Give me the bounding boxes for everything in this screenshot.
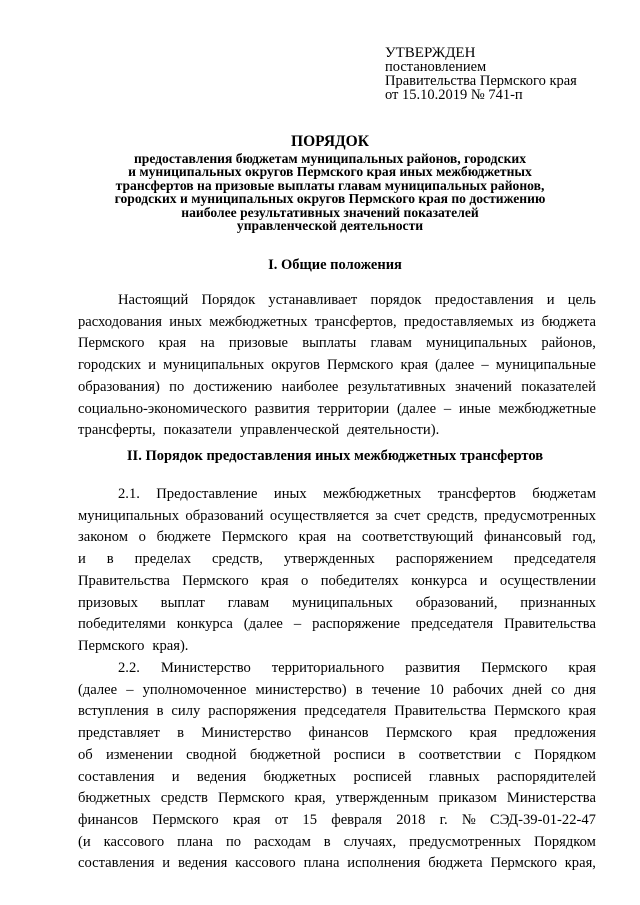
- paragraph-line: (и кассового плана по расходам в случаях, предусмотренных Порядком: [78, 833, 596, 850]
- paragraph-line: законом о бюджете Пермского края на соответствующий финансовый год,: [78, 529, 596, 546]
- paragraph-line: Пермского края на призовые выплаты главам муниципальных районов,: [78, 335, 596, 352]
- approval-date-number: от 15.10.2019 № 741-п: [385, 87, 523, 103]
- approval-status: УТВЕРЖДЕН: [385, 45, 476, 61]
- paragraph-line: призовых выплат главам муниципальных образований, признанных: [78, 594, 596, 611]
- section-2-heading: II. Порядок предоставления иных межбюджетных трансфертов: [126, 448, 544, 464]
- subtitle-line: предоставления бюджетам муниципальных районов, городских: [133, 151, 527, 166]
- approval-authority: Правительства Пермского края: [385, 73, 577, 89]
- subtitle-line: управленческой деятельности: [236, 218, 424, 234]
- paragraph-line: представляет в Министерство финансов Пермского края предложения: [78, 725, 596, 742]
- subtitle-line: трансфертов на призовые выплаты главам муниципальных районов,: [115, 177, 545, 193]
- section-1-heading: I. Общие положения: [268, 257, 402, 273]
- paragraph-line: Пермского края).: [78, 637, 189, 654]
- paragraph-line: составления и ведения кассового плана исполнения бюджета Пермского края,: [78, 855, 596, 872]
- paragraph-line: вступления в силу распоряжения председателя Правительства Пермского края: [78, 703, 596, 720]
- paragraph-line: Настоящий Порядок устанавливает порядок предоставления и цель: [118, 292, 596, 308]
- paragraph-line: составления и ведения бюджетных росписей главных распорядителей: [78, 768, 596, 785]
- approval-basis: постановлением: [385, 59, 487, 75]
- paragraph-line: финансов Пермского края от 15 февраля 2018 г. № СЭД-39-01-22-47: [78, 811, 596, 828]
- paragraph-line: расходования иных межбюджетных трансфертов, предоставляемых из бюджета: [78, 313, 596, 330]
- subtitle-line: наиболее результативных значений показателей: [181, 204, 479, 220]
- subtitle-line: и муниципальных округов Пермского края иных межбюджетных: [128, 164, 532, 180]
- paragraph-line: городских и муниципальных округов Пермского края (далее – муниципальные: [78, 357, 596, 374]
- subtitle-line: городских и муниципальных округов Пермского края по достижению: [114, 191, 546, 207]
- document-title: ПОРЯДОК: [291, 133, 369, 150]
- paragraph-line: 2.1. Предоставление иных межбюджетных трансфертов бюджетам: [118, 486, 596, 502]
- paragraph-line: и в пределах средств, утвержденных распоряжением председателя: [78, 551, 596, 568]
- paragraph-line: об изменении сводной бюджетной росписи в соответствии с Порядком: [78, 746, 596, 763]
- paragraph-line: образования) по достижению наиболее результативных значений показателей: [78, 378, 596, 395]
- paragraph-line: Правительства Пермского края о победителях конкурса и осуществлении: [78, 572, 596, 589]
- clause-2-2: [78, 658, 596, 875]
- section-1-paragraph: [78, 290, 596, 442]
- paragraph-line: победителями конкурса (далее – распоряжение председателя Правительства: [78, 616, 596, 633]
- paragraph-line: социально-экономического развития территории (далее – иные межбюджетные: [78, 400, 596, 417]
- approval-stamp: [385, 46, 577, 102]
- paragraph-line: 2.2. Министерство территориального развития Пермского края: [118, 660, 596, 676]
- document-subtitle: [80, 152, 580, 232]
- paragraph-line: бюджетных средств Пермского края, утвержденным приказом Министерства: [78, 790, 596, 807]
- paragraph-line: (далее – уполномоченное министерство) в течение 10 рабочих дней со дня: [78, 681, 596, 698]
- clause-2-1: [78, 484, 596, 658]
- paragraph-line: муниципальных образований осуществляется за счет средств, предусмотренных: [78, 507, 596, 524]
- paragraph-line: трансферты, показатели управленческой деятельности).: [78, 422, 440, 439]
